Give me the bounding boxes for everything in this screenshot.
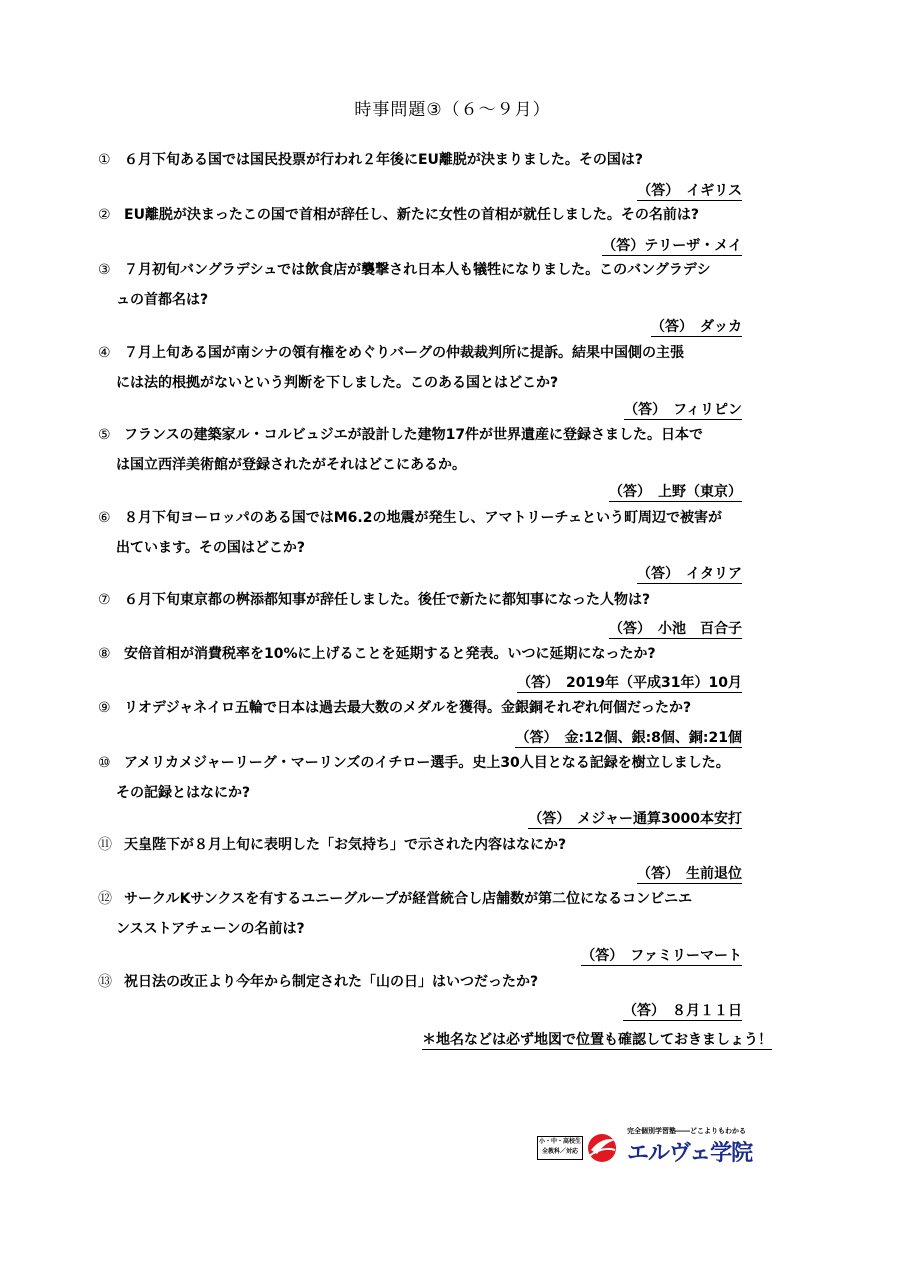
- answer-9: [515, 727, 742, 747]
- question-text-cont: ンスストアチェーンの名前は?: [116, 921, 305, 937]
- question-8: [98, 639, 758, 669]
- answer-10: [528, 808, 742, 828]
- question-5: [98, 420, 758, 480]
- question-1: [98, 145, 758, 175]
- answer-text: （答） ダッカ: [651, 319, 742, 335]
- question-text-cont: 出ています。その国はどこか?: [116, 540, 306, 556]
- footer-note: [422, 1029, 772, 1049]
- question-text: 安倍首相が消費税率を10%に上げることを延期すると発表。いつに延期になったか?: [124, 646, 656, 662]
- answer-1: [637, 180, 742, 200]
- note-text: ＊地名などは必ず地図で位置も確認しておきましょう！: [422, 1032, 772, 1048]
- question-number: ⑩: [98, 755, 111, 771]
- question-number: ⑤: [98, 427, 111, 443]
- answer-5: [609, 481, 742, 501]
- question-text-cont: は国立西洋美術館が登録されたがそれはどこにあるか。: [116, 457, 466, 473]
- question-text: サークルKサンクスを有するユニーグループが経営統合し店舗数が第二位になるコンビニエ: [124, 891, 693, 907]
- answer-8: [517, 672, 742, 692]
- answer-text: （答） 2019年（平成31年）10月: [517, 675, 742, 691]
- question-3: [98, 255, 758, 315]
- question-6: [98, 503, 758, 563]
- answer-4: [624, 399, 742, 419]
- question-number: ⑦: [98, 592, 111, 608]
- question-12: [98, 884, 758, 944]
- question-number: ④: [98, 345, 111, 361]
- logo-tagline: 完全個別学習塾――どこよりもわかる: [627, 1127, 746, 1135]
- page-title: 時事問題③（６～９月）: [354, 100, 551, 120]
- answer-2: [602, 235, 742, 255]
- question-11: [98, 830, 758, 860]
- question-10: [98, 748, 758, 808]
- question-text: フランスの建築家ル・コルビュジエが設計した建物17件が世界遺産に登録さました。日本で: [124, 427, 704, 443]
- question-text: ６月下旬東京都の桝添都知事が辞任しました。後任で新たに都知事になった人物は?: [124, 592, 651, 608]
- question-text: ７月上旬ある国が南シナの領有権をめぐりバーグの仲裁裁判所に提訴。結果中国側の主張: [124, 345, 684, 361]
- answer-text: （答） ファミリーマート: [581, 948, 742, 964]
- question-number: ⑪: [98, 837, 112, 853]
- question-text: 祝日法の改正より今年から制定された「山の日」はいつだったか?: [124, 974, 539, 990]
- answer-11: [637, 863, 742, 883]
- logo-name: エルヴェ学院: [627, 1141, 753, 1166]
- question-9: [98, 693, 758, 723]
- question-2: [98, 200, 758, 230]
- question-number: ⑥: [98, 510, 111, 526]
- question-13: [98, 967, 758, 997]
- question-number: ①: [98, 152, 111, 168]
- question-number: ⑬: [98, 974, 112, 990]
- answer-6: [637, 563, 742, 583]
- question-7: [98, 585, 758, 615]
- answer-text: （答） 小池 百合子: [609, 621, 742, 637]
- question-text-cont: には法的根拠がないという判断を下しました。このある国とはどこか?: [116, 375, 559, 391]
- question-4: [98, 338, 758, 398]
- answer-text: （答） 上野（東京）: [609, 484, 742, 500]
- question-text: リオデジャネイロ五輪で日本は過去最大数のメダルを獲得。金銀銅それぞれ何個だったか?: [124, 700, 692, 716]
- target-badge: [537, 1136, 583, 1160]
- answer-text: （答） メジャー通算3000本安打: [528, 811, 742, 827]
- question-text: EU離脱が決まったこの国で首相が辞任し、新たに女性の首相が就任しました。その名前は?: [124, 207, 700, 223]
- answer-text: （答） フィリピン: [624, 402, 742, 418]
- answer-text: （答） 金:12個、銀:8個、銅:21個: [515, 730, 742, 746]
- answer-13: [623, 1000, 742, 1020]
- question-text-cont: ュの首都名は?: [116, 292, 209, 308]
- badge-top-text: 小・中・高校生: [538, 1138, 581, 1145]
- question-number: ⑫: [98, 891, 112, 907]
- question-text: ６月下旬ある国では国民投票が行われ２年後にEU離脱が決まりました。その国は?: [124, 152, 644, 168]
- swoosh-logo-icon: [585, 1130, 619, 1164]
- question-text: ８月下旬ヨーロッパのある国ではM6.2の地震が発生し、アマトリーチェという町周辺で被害が: [124, 510, 723, 526]
- answer-text: （答） ８月１１日: [623, 1003, 742, 1019]
- question-text: アメリカメジャーリーグ・マーリンズのイチロー選手。史上30人目となる記録を樹立しました。: [124, 755, 730, 771]
- question-text-cont: その記録とはなにか?: [116, 785, 251, 801]
- question-number: ⑨: [98, 700, 111, 716]
- badge-bottom-text: 全教科／対応: [541, 1148, 578, 1155]
- answer-text: （答） イタリア: [637, 566, 742, 582]
- question-number: ②: [98, 207, 111, 223]
- question-number: ⑧: [98, 646, 111, 662]
- answer-text: （答）テリーザ・メイ: [602, 238, 742, 254]
- answer-3: [651, 316, 742, 336]
- school-logo: [537, 1126, 772, 1166]
- answer-12: [581, 945, 742, 965]
- answer-text: （答） イギリス: [637, 183, 742, 199]
- question-text: 天皇陛下が８月上旬に表明した「お気持ち」で示された内容はなにか?: [124, 837, 567, 853]
- question-number: ③: [98, 262, 111, 278]
- question-text: ７月初旬バングラデシュでは飲食店が襲撃され日本人も犠牲になりました。このバングラデシ: [124, 262, 711, 278]
- answer-7: [609, 618, 742, 638]
- answer-text: （答） 生前退位: [637, 866, 742, 882]
